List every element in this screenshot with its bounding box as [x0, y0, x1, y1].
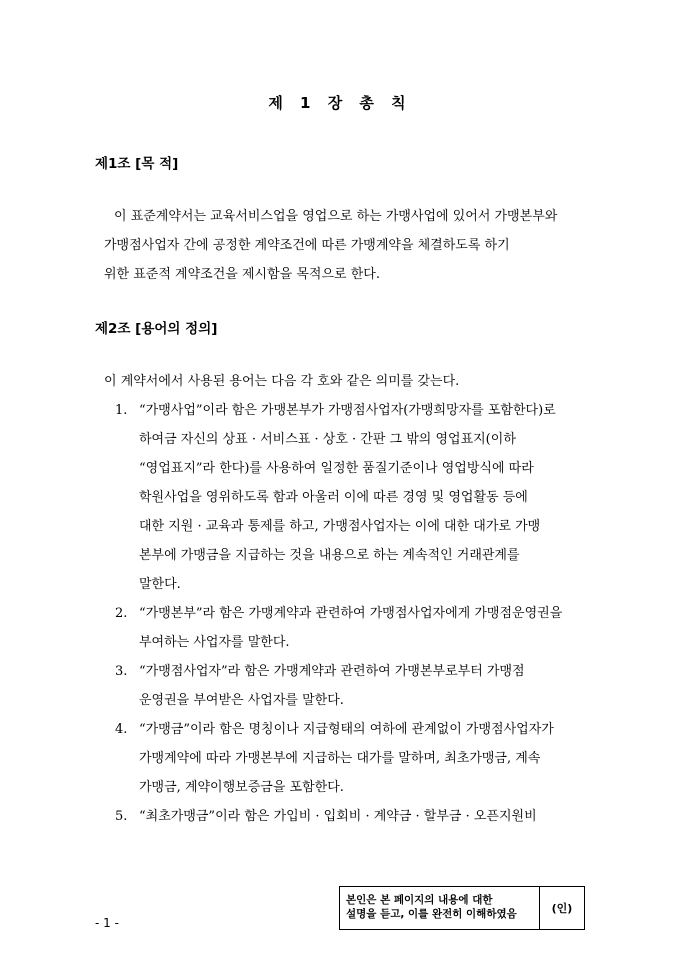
definition-item	[115, 715, 595, 802]
definition-item	[115, 657, 595, 715]
definition-item	[115, 802, 595, 831]
article-1-heading: 제1조 [목 적]	[95, 156, 179, 172]
article-1-line: 가맹점사업자 간에 공정한 계약조건에 따른 가맹계약을 체결하도록 하기	[104, 238, 510, 253]
acknowledgement-box	[339, 886, 585, 930]
definition-line: 부여하는 사업자를 말한다.	[139, 635, 290, 650]
article-2-heading: 제2조 [용어의 정의]	[95, 321, 218, 337]
article-2-intro: 이 계약서에서 사용된 용어는 다음 각 호와 같은 의미를 갖는다.	[104, 374, 460, 389]
definition-line: 하여금 자신의 상표 · 서비스표 · 상호 · 간판 그 밖의 영업표지(이하	[139, 432, 516, 447]
definition-number: 2.	[115, 606, 128, 621]
seal-field[interactable]: (인)	[551, 902, 573, 915]
definition-item	[115, 599, 595, 657]
definition-line: “영업표지”라 한다)를 사용하여 일정한 품질기준이나 영업방식에 따라	[139, 461, 534, 476]
definition-line: 가맹계약에 따라 가맹본부에 지급하는 대가를 말하며, 최초가맹금, 계속	[139, 751, 541, 766]
chapter-title: 제 1 장 총 칙	[268, 94, 412, 112]
acknowledgement-line: 본인은 본 페이지의 내용에 대한	[346, 894, 493, 906]
definition-line: 대한 지원 · 교육과 통제를 하고, 가맹점사업자는 이에 대한 대가로 가맹	[139, 519, 541, 534]
definition-number: 3.	[115, 664, 128, 679]
article-1-body	[104, 202, 582, 289]
page-number: - 1 -	[95, 916, 119, 930]
definition-number: 1.	[115, 403, 128, 418]
definitions-list	[115, 396, 595, 831]
definition-line: 학원사업을 영위하도록 함과 아울러 이에 따른 경영 및 영업활동 등에	[139, 490, 528, 505]
definition-line: “최초가맹금”이라 함은 가입비 · 입회비 · 계약금 · 할부금 · 오픈지원비	[139, 809, 537, 824]
definition-line: “가맹본부”라 함은 가맹계약과 관련하여 가맹점사업자에게 가맹점운영권을	[139, 606, 563, 621]
definition-line: “가맹점사업자”라 함은 가맹계약과 관련하여 가맹본부로부터 가맹점	[139, 664, 525, 679]
definition-line: 운영권을 부여받은 사업자를 말한다.	[139, 693, 344, 708]
definition-item	[115, 396, 595, 599]
definition-line: 말한다.	[139, 577, 181, 592]
definition-number: 4.	[115, 722, 128, 737]
definition-number: 5.	[115, 809, 128, 824]
article-1-line: 위한 표준적 계약조건을 제시함을 목적으로 한다.	[104, 267, 380, 282]
definition-line: “가맹금”이라 함은 명칭이나 지급형태의 여하에 관계없이 가맹점사업자가	[139, 722, 554, 737]
article-1-line: 이 표준계약서는 교육서비스업을 영업으로 하는 가맹사업에 있어서 가맹본부와	[114, 209, 558, 224]
acknowledgement-statement	[340, 887, 540, 929]
acknowledgement-line: 설명을 듣고, 이를 완전히 이해하였음	[346, 908, 517, 920]
definition-line: “가맹사업”이라 함은 가맹본부가 가맹점사업자(가맹희망자를 포함한다)로	[139, 403, 556, 418]
definition-line: 본부에 가맹금을 지급하는 것을 내용으로 하는 계속적인 거래관계를	[139, 548, 520, 563]
definition-line: 가맹금, 계약이행보증금을 포함한다.	[139, 780, 344, 795]
